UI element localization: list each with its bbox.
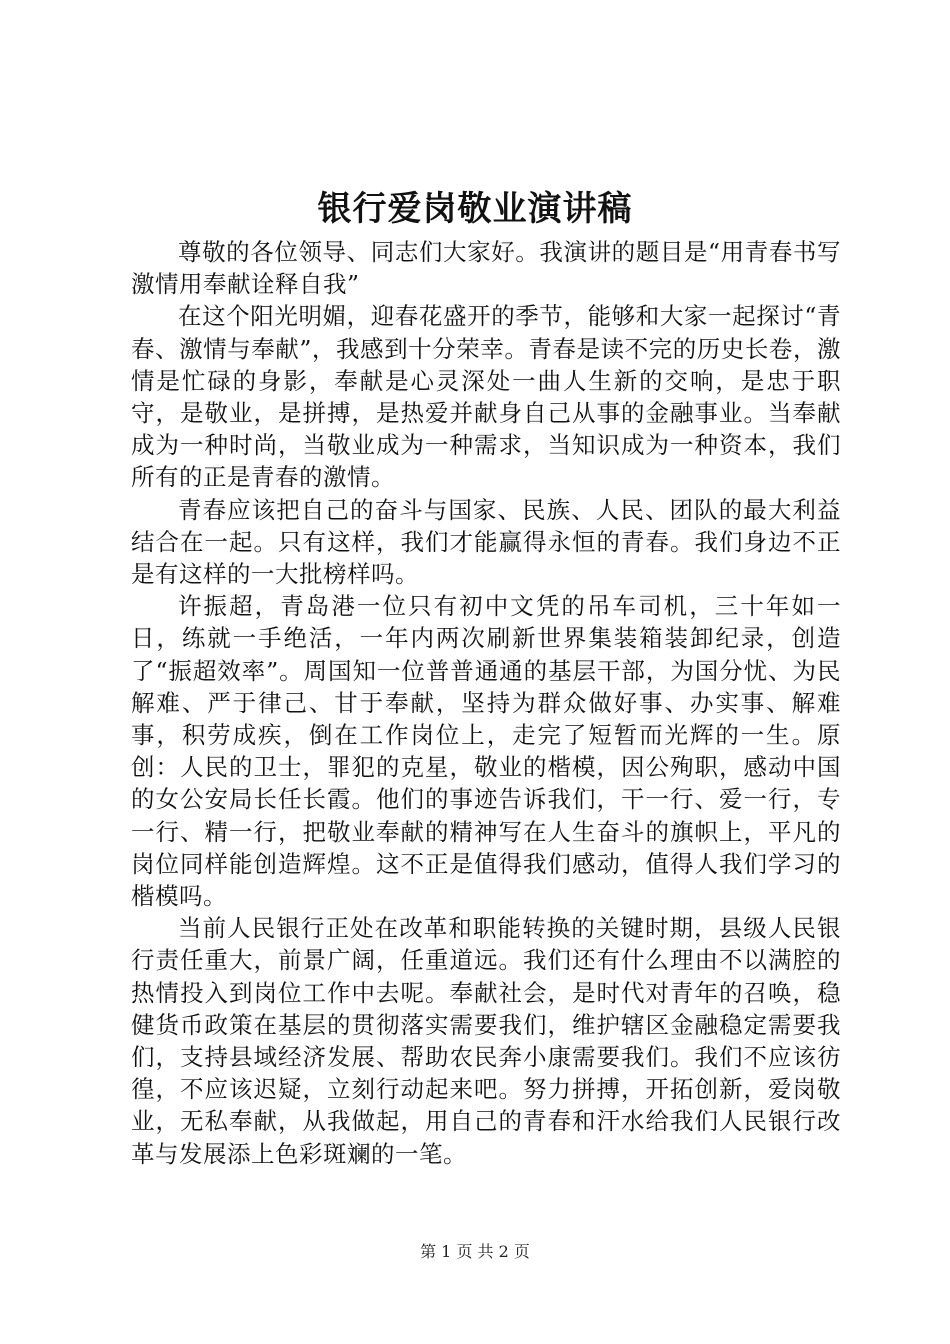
paragraph-role-models: 青春应该把自己的奋斗与国家、民族、人民、团队的最大利益结合在一起。只有这样，我们才能赢得永恒的青春。我们身边不正是有这样的一大批榜样吗。	[131, 495, 841, 589]
page-footer: 第 1 页 共 2 页	[420, 1242, 530, 1261]
document-title: 银行爱岗敬业演讲稿	[317, 189, 633, 229]
paragraph-youth-passion: 在这个阳光明媚，迎春花盛开的季节，能够和大家一起探讨“青春、激情与奉献”，我感到十分荣幸。青春是读不完的历史长卷，激情是忙碌的身影，奉献是心灵深处一曲人生新的交响，是忠于职守，是敬业，是拼搏，是热爱并献身自己从事的金融事业。当奉献成为一种时尚，当敬业成为一种需求，当知识成为一种资本，我们所有的正是青春的激情。	[131, 302, 841, 492]
paragraph-call-to-action: 当前人民银行正处在改革和职能转换的关键时期，县级人民银行责任重大，前景广阔，任重道远。我们还有什么理由不以满腔的热情投入到岗位工作中去呢。奉献社会，是时代对青年的召唤，稳健货币政策在基层的贯彻落实需要我们，维护辖区金融稳定需要我们，支持县域经济发展、帮助农民奔小康需要我们。我们不应该彷徨，不应该迟疑，立刻行动起来吧。努力拼搏，开拓创新，爱岗敬业，无私奉献，从我做起，用自己的青春和汗水给我们人民银行改革与发展添上色彩斑斓的一笔。	[131, 914, 841, 1168]
paragraph-examples: 许振超，青岛港一位只有初中文凭的吊车司机，三十年如一日，练就一手绝活，一年内两次刷新世界集装箱装卸纪录，创造了“振超效率”。周国知一位普普通通的基层干部，为国分忧、为民解难、严于律己、甘于奉献，坚持为群众做好事、办实事、解难事，积劳成疾，倒在工作岗位上，走完了短暂而光辉的一生。原创：人民的卫士，罪犯的克星，敬业的楷模，因公殉职，感动中国的女公安局长任长霞。他们的事迹告诉我们，干一行、爱一行，专一行、精一行，把敬业奉献的精神写在人生奋斗的旗帜上，平凡的岗位同样能创造辉煌。这不正是值得我们感动，值得人我们学习的楷模吗。	[131, 592, 841, 911]
document-body	[131, 236, 841, 1170]
paragraph-greeting: 尊敬的各位领导、同志们大家好。我演讲的题目是“用青春书写激情用奉献诠释自我”	[131, 238, 841, 299]
